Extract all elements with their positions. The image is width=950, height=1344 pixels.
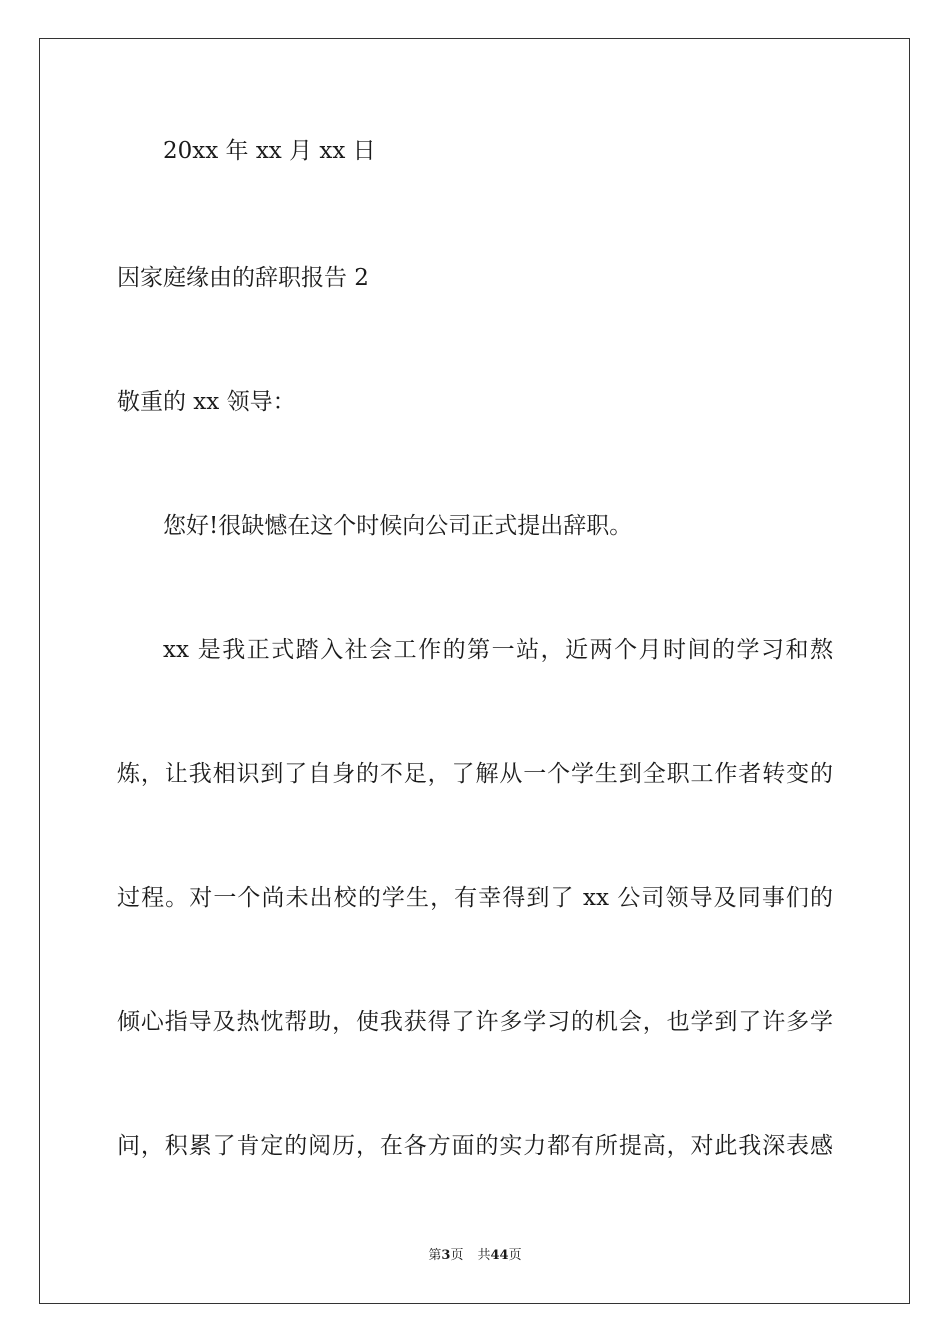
page-footer [0,1248,950,1264]
paragraph-line: 过程。对一个尚未出校的学生，有幸得到了 xx 公司领导及同事们的 [117,885,833,911]
current-page-number: 3 [441,1248,451,1263]
paragraph-line: 问，积累了肯定的阅历，在各方面的实力都有所提高，对此我深表感 [117,1133,833,1159]
paragraph-line: 倾心指导及热忱帮助，使我获得了许多学习的机会，也学到了许多学 [117,1009,833,1035]
paragraph-line: 炼，让我相识到了自身的不足，了解从一个学生到全职工作者转变的 [117,761,833,787]
date-line: 20xx 年 xx 月 xx 日 [163,138,376,164]
total-prefix: 共 [477,1248,491,1263]
page-suffix: 页 [450,1248,464,1263]
paragraph-line: xx 是我正式踏入社会工作的第一站，近两个月时间的学习和熬 [163,637,833,663]
section-title: 因家庭缘由的辞职报告 2 [117,265,369,291]
salutation: 敬重的 xx 领导： [117,389,296,415]
page-border [39,38,910,1304]
total-suffix: 页 [508,1248,522,1263]
page-prefix: 第 [428,1248,442,1263]
paragraph-opening: 您好!很缺憾在这个时候向公司正式提出辞职。 [163,513,633,539]
total-page-count: 44 [490,1248,509,1263]
